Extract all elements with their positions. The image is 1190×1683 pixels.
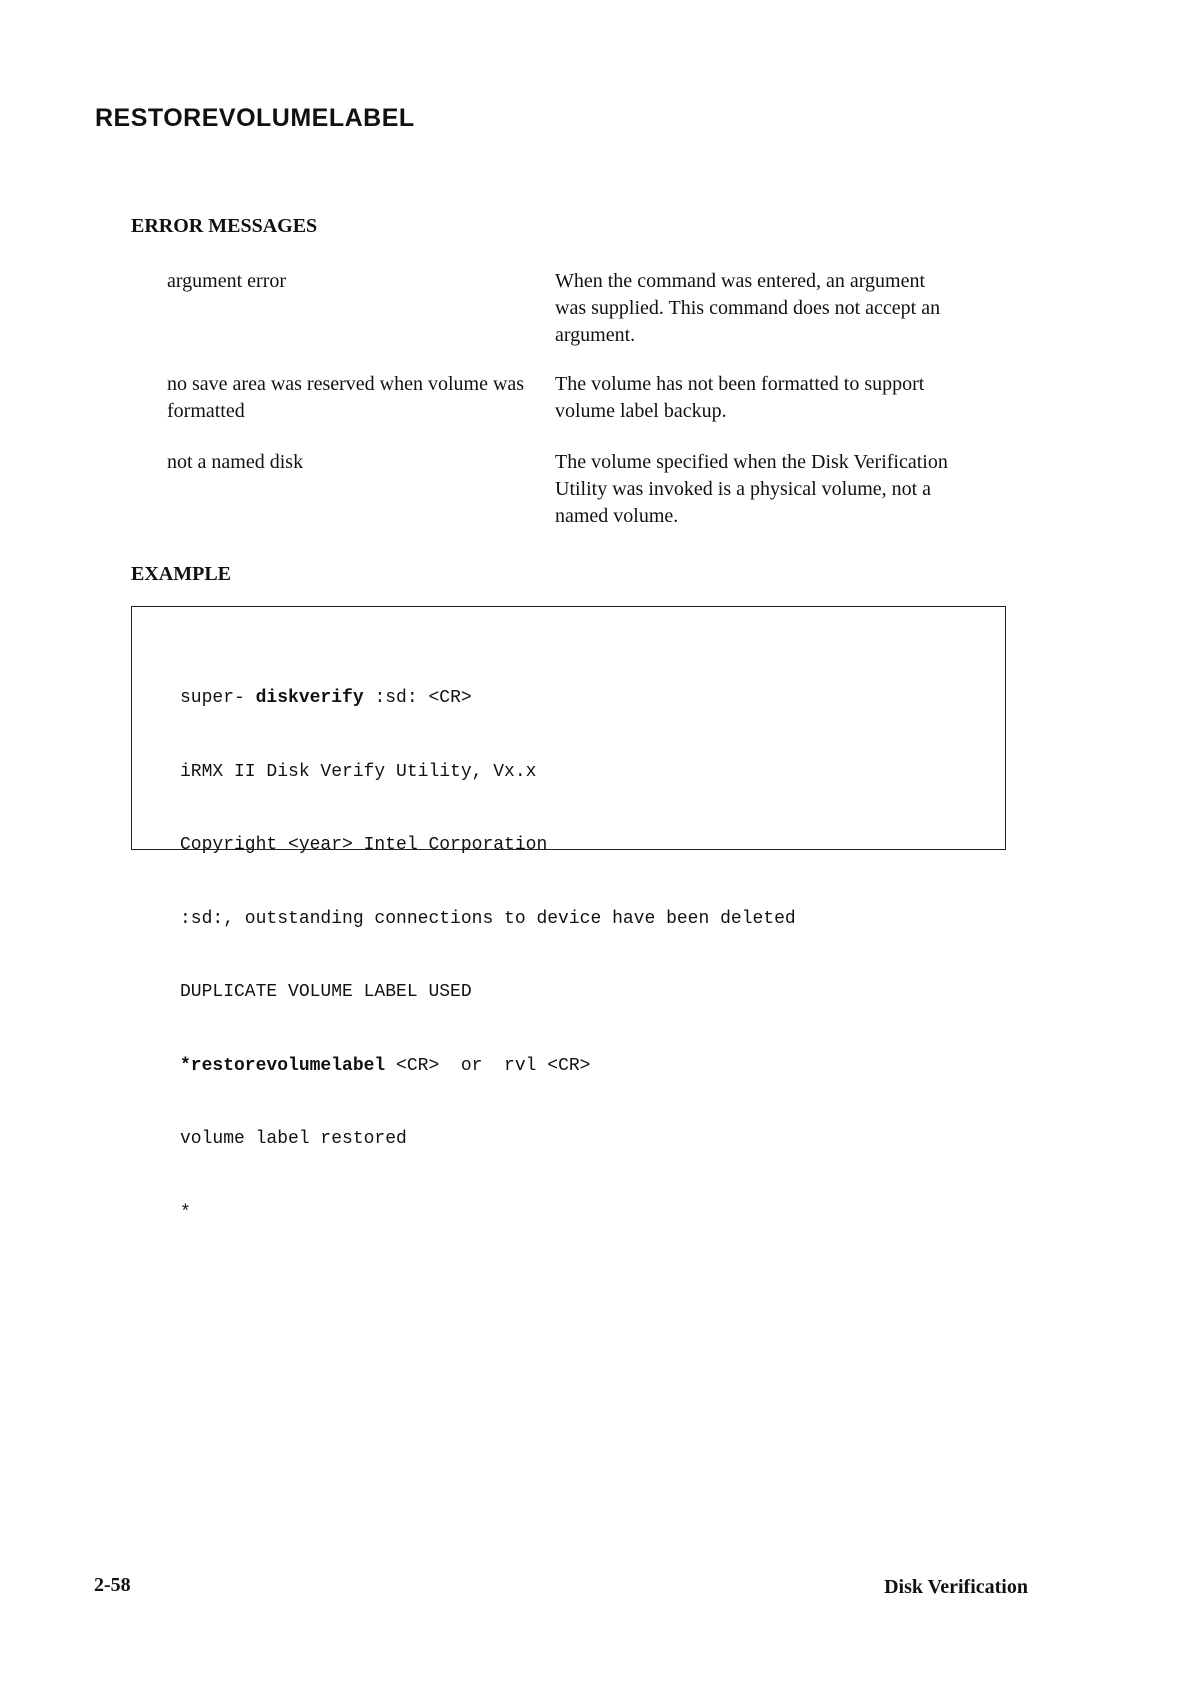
error-messages-heading: ERROR MESSAGES	[131, 215, 318, 237]
code-args: <CR> or rvl <CR>	[385, 1055, 591, 1076]
error-row	[167, 371, 967, 425]
code-line: :sd:, outstanding connections to device have been deleted	[180, 908, 796, 929]
code-command: diskverify	[255, 688, 364, 708]
code-args: :sd: <CR>	[363, 688, 472, 708]
error-description: The volume has not been formatted to support volume label backup.	[555, 373, 925, 422]
error-message: argument error	[167, 270, 287, 292]
code-line: iRMX II Disk Verify Utility, Vx.x	[180, 761, 537, 782]
error-description: The volume specified when the Disk Verification Utility was invoked is a physical volume, not a named volume.	[555, 451, 948, 527]
code-line	[180, 1054, 796, 1079]
error-message: not a named disk	[167, 451, 304, 473]
code-prompt: super-	[180, 688, 256, 708]
error-description: When the command was entered, an argument was supplied. This command does not accept an argument.	[555, 270, 941, 346]
error-messages-table	[167, 268, 967, 552]
error-row	[167, 268, 967, 349]
example-heading: EXAMPLE	[131, 563, 231, 585]
code-line: volume label restored	[180, 1129, 407, 1149]
chapter-title: Disk Verification	[884, 1576, 1028, 1598]
code-command: *restorevolumelabel	[180, 1055, 386, 1076]
code-line: Copyright <year> Intel Corporation	[180, 835, 548, 855]
page-title: RESTOREVOLUMELABEL	[95, 104, 415, 132]
code-line: DUPLICATE VOLUME LABEL USED	[180, 982, 472, 1002]
example-code	[180, 637, 796, 1274]
code-line: *	[180, 1202, 191, 1223]
error-row	[167, 449, 967, 530]
error-message: no save area was reserved when volume was formatted	[167, 373, 525, 422]
page-number: 2-58	[94, 1574, 131, 1596]
code-line	[180, 686, 796, 711]
example-box	[131, 606, 1006, 1223]
